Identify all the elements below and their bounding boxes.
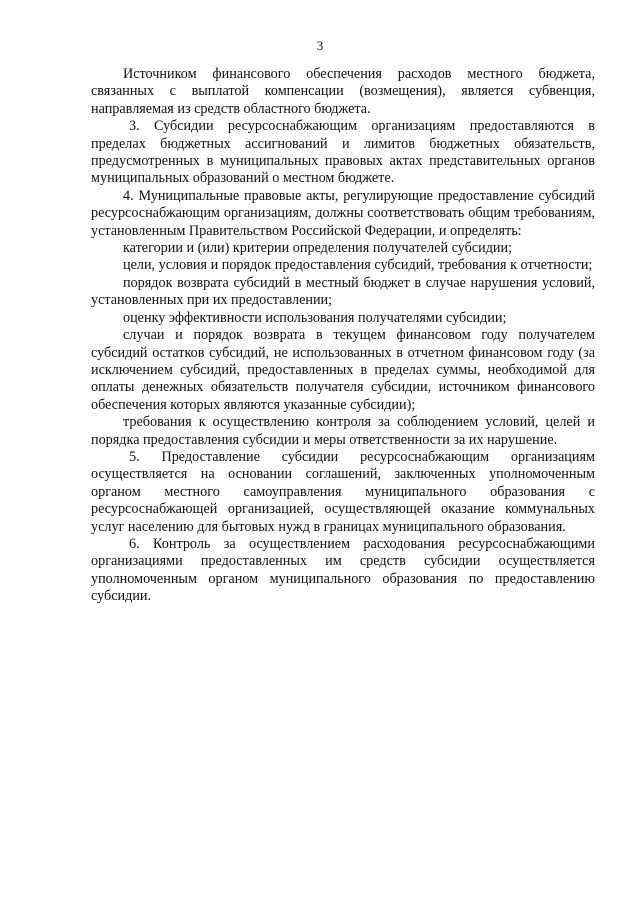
list-item-refund-procedure: порядок возврата субсидий в местный бюджет в случае нарушения условий, установленных при их предоставлении; [91, 274, 595, 309]
list-item-control-requirements: требования к осуществлению контроля за соблюдением условий, целей и порядка предоставления субсидии и меры ответственности за их нарушение. [91, 414, 595, 448]
paragraph-item-5: 5. Предоставление субсидии ресурсоснабжающим организациям осуществляется на основании соглашений, заключенных уполномоченным органом местного самоуправления муниципального образования с ресурсоснабжающей организацией, осуществляющей оказание коммунальных услуг населению для бытовых нужд в границах муниципального образования. [91, 448, 595, 535]
document-body [91, 66, 595, 606]
list-item-unused-balances: случаи и порядок возврата в текущем финансовом году получателем субсидий остатков субсидий, не использованных в отчетном финансовом году (за исключением субсидий, предоставленных в пределах суммы, необходимой для оплаты денежных обязательств получателя субсидии, источником финансового обеспечения которых являются указанные субсидии); [91, 327, 595, 413]
list-item-recipient-criteria: категории и (или) критерии определения получателей субсидии; [123, 240, 513, 257]
paragraph-item-6: 6. Контроль за осуществлением расходования ресурсоснабжающими организациями предоставленных им средств субсидии осуществляется уполномоченным органом муниципального образования по предоставлению субсидии. [91, 535, 595, 605]
paragraph-funding-source: Источником финансового обеспечения расходов местного бюджета, связанных с выплатой компенсации (возмещения), является субвенция, направляемая из средств областного бюджета. [91, 66, 595, 117]
page-number: 3 [316, 38, 324, 53]
paragraph-item-3: 3. Субсидии ресурсоснабжающим организациям предоставляются в пределах бюджетных ассигнований и лимитов бюджетных обязательств, предусмотренных в муниципальных правовых актах представительных органов муниципальных образований о местном бюджете. [91, 118, 595, 187]
list-item-goals-conditions: цели, условия и порядок предоставления субсидий, требования к отчетности; [123, 257, 593, 274]
paragraph-item-4: 4. Муниципальные правовые акты, регулирующие предоставление субсидий ресурсоснабжающим организациям, должны соответствовать общим требованиям, установленным Правительством Российской Федерации, и определять: [91, 187, 595, 239]
list-item-efficiency-assessment: оценку эффективности использования получателями субсидии; [123, 309, 507, 326]
